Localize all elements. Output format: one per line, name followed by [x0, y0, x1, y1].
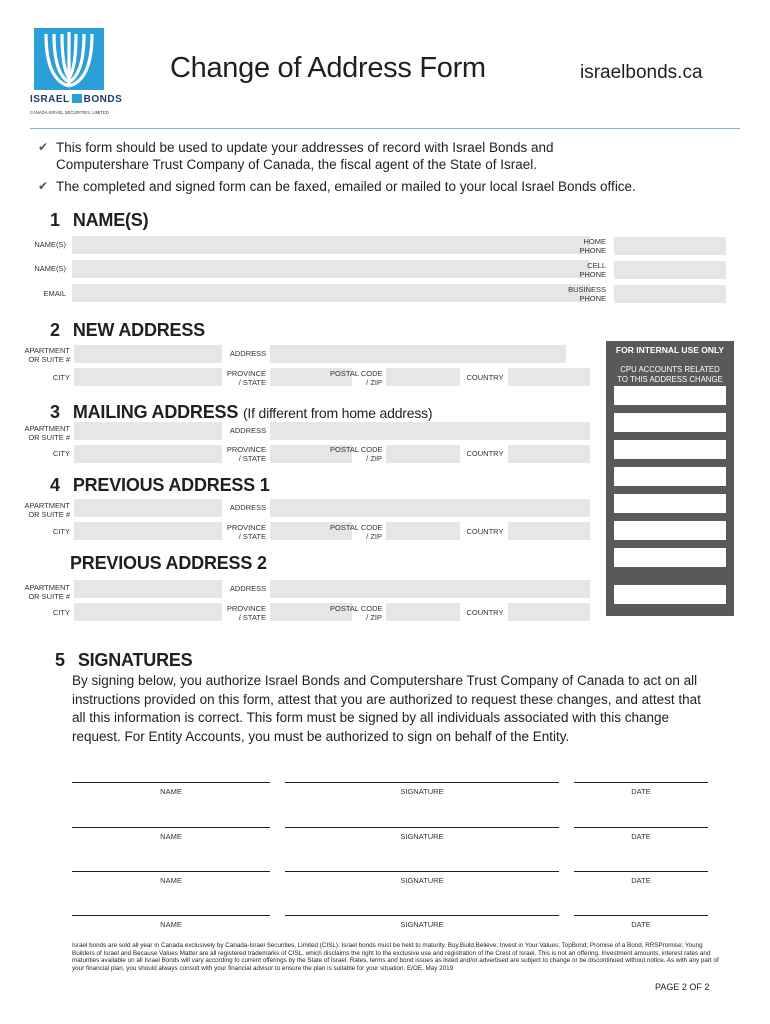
name-line[interactable] [72, 782, 270, 783]
prev2-country-field[interactable] [508, 603, 590, 621]
prev1-country-field[interactable] [508, 522, 590, 540]
province-label: PROVINCE / STATE [226, 445, 266, 463]
prev2-address-field[interactable] [270, 580, 590, 598]
apartment-label: APARTMENT OR SUITE # [24, 346, 70, 364]
mailing-postal-code-field[interactable] [386, 445, 460, 463]
cpu-account-field[interactable] [614, 440, 726, 459]
mailing-country-field[interactable] [508, 445, 590, 463]
section-mailing-address-heading: 3 MAILING ADDRESS (If different from home address) [50, 402, 433, 422]
apartment-label: APARTMENT OR SUITE # [24, 501, 70, 519]
mailing-city-field[interactable] [74, 445, 222, 463]
intro-line-1b: Computershare Trust Company of Canada, the fiscal agent of the State of Israel. [56, 157, 538, 172]
checkmark-icon: ✔ [38, 140, 49, 154]
new-apartment-field[interactable] [74, 345, 222, 363]
date-line[interactable] [574, 871, 708, 872]
city-label: CITY [52, 373, 70, 382]
date-line[interactable] [574, 782, 708, 783]
mailing-address-field[interactable] [270, 422, 590, 440]
home-phone-field[interactable] [614, 237, 726, 255]
apartment-label: APARTMENT OR SUITE # [24, 583, 70, 601]
signature-line[interactable] [285, 915, 559, 916]
signature-label: SIGNATURE [400, 876, 444, 885]
date-label: DATE [631, 832, 651, 841]
date-label: DATE [631, 787, 651, 796]
intro-line-2: The completed and signed form can be faxed, emailed or mailed to your local Israel Bonds office. [56, 179, 636, 194]
cpu-account-field[interactable] [614, 467, 726, 486]
checkmark-icon: ✔ [38, 179, 49, 193]
name2-field[interactable] [72, 260, 590, 278]
province-label: PROVINCE / STATE [226, 369, 266, 387]
signature-line[interactable] [285, 827, 559, 828]
section-previous-address-1-heading: 4 PREVIOUS ADDRESS 1 [50, 475, 270, 495]
menorah-icon [34, 28, 104, 90]
name-label: NAME [160, 787, 182, 796]
name1-field[interactable] [72, 236, 590, 254]
prev1-postal-code-field[interactable] [386, 522, 460, 540]
internal-use-subheading: CPU ACCOUNTS RELATED TO THIS ADDRESS CHANGE [617, 365, 723, 384]
section-new-address-heading: 2 NEW ADDRESS [50, 320, 205, 340]
prev1-address-field[interactable] [270, 499, 590, 517]
name1-label: NAME(S) [34, 240, 66, 249]
new-city-field[interactable] [74, 368, 222, 386]
cell-phone-label: CELL PHONE [579, 261, 606, 279]
cpu-account-field[interactable] [614, 548, 726, 567]
date-line[interactable] [574, 915, 708, 916]
website-link[interactable]: israelbonds.ca [580, 62, 703, 83]
postal-code-label: POSTAL CODE / ZIP [330, 369, 383, 387]
name-label: NAME [160, 832, 182, 841]
logo-wordmark: ISRAEL BONDS [30, 94, 123, 105]
section-signatures-heading: 5 SIGNATURES [55, 650, 193, 670]
signature-label: SIGNATURE [400, 920, 444, 929]
page-number: PAGE 2 OF 2 [655, 982, 710, 992]
cpu-account-field[interactable] [614, 521, 726, 540]
country-label: COUNTRY [466, 373, 504, 382]
name-line[interactable] [72, 915, 270, 916]
signature-label: SIGNATURE [400, 787, 444, 796]
postal-code-label: POSTAL CODE / ZIP [330, 523, 383, 541]
new-country-field[interactable] [508, 368, 590, 386]
cpu-account-field[interactable] [614, 585, 726, 604]
prev2-postal-code-field[interactable] [386, 603, 460, 621]
cell-phone-field[interactable] [614, 261, 726, 279]
address-label: ADDRESS [229, 503, 267, 512]
prev2-apartment-field[interactable] [74, 580, 222, 598]
israel-bonds-logo [30, 28, 123, 120]
signature-line[interactable] [285, 871, 559, 872]
address-label: ADDRESS [229, 349, 267, 358]
province-label: PROVINCE / STATE [226, 523, 266, 541]
logo-subtitle: CANADA-ISRAEL SECURITIES, LIMITED [30, 110, 109, 115]
prev2-city-field[interactable] [74, 603, 222, 621]
name-line[interactable] [72, 827, 270, 828]
legal-disclaimer: Israel bonds are sold all year in Canada exclusively by Canada-Israel Securities, Limited (CISL). Israel bonds must be held to maturity. Buy.Build.Believe; Invest in Your Values; TopBond; Promise of a Bond, RRSPromise; Young Builders of Israel and Because Values Matter are all registered trademarks of CISL, which disclaims the right to the exclusive use and registration of the Crest of Israel. This is not an offering. Investment amounts, interest rates and maturities available on all Israel Bonds will vary according to current offerings by the State of Israel. Rates, terms and bond issues as listed and/or advertised are subject to change or be discontinued without notice. As with any part of your financial plan, you should always consult with your financial advisor to ensure the plan is suitable for your situation. E/OE. May 2019 [72, 942, 719, 972]
city-label: CITY [52, 449, 70, 458]
email-label: EMAIL [43, 289, 66, 298]
address-label: ADDRESS [229, 584, 267, 593]
signature-authorization-text: By signing below, you authorize Israel Bonds and Computershare Trust Company of Canada to act on all instructions provided on this form, attest that you are authorized to request these changes, and attest that all this information is correct. This form must be signed by all individuals associated with this change request. For Entity Accounts, you must be authorized to sign on behalf of the Entity. [72, 673, 701, 744]
address-label: ADDRESS [229, 426, 267, 435]
postal-code-label: POSTAL CODE / ZIP [330, 604, 383, 622]
signature-label: SIGNATURE [400, 832, 444, 841]
cpu-account-field[interactable] [614, 494, 726, 513]
internal-use-heading: FOR INTERNAL USE ONLY [615, 345, 725, 355]
country-label: COUNTRY [466, 608, 504, 617]
city-label: CITY [52, 527, 70, 536]
section-previous-address-2-heading: PREVIOUS ADDRESS 2 [70, 553, 267, 573]
name-line[interactable] [72, 871, 270, 872]
name-label: NAME [160, 920, 182, 929]
header-divider [30, 128, 740, 129]
new-address-field[interactable] [270, 345, 566, 363]
province-label: PROVINCE / STATE [226, 604, 266, 622]
country-label: COUNTRY [466, 527, 504, 536]
prev1-city-field[interactable] [74, 522, 222, 540]
section-names-heading: 1 NAME(S) [50, 210, 149, 230]
cpu-account-field[interactable] [614, 413, 726, 432]
form-title: Change of Address Form [170, 52, 486, 84]
business-phone-label: BUSINESS PHONE [568, 285, 606, 303]
new-postal-code-field[interactable] [386, 368, 460, 386]
apartment-label: APARTMENT OR SUITE # [24, 424, 70, 442]
prev1-apartment-field[interactable] [74, 499, 222, 517]
name2-label: NAME(S) [34, 264, 66, 273]
home-phone-label: HOME PHONE [579, 237, 606, 255]
city-label: CITY [52, 608, 70, 617]
date-line[interactable] [574, 827, 708, 828]
name-label: NAME [160, 876, 182, 885]
date-label: DATE [631, 920, 651, 929]
email-field[interactable] [72, 284, 590, 302]
business-phone-field[interactable] [614, 285, 726, 303]
signature-line[interactable] [285, 782, 559, 783]
postal-code-label: POSTAL CODE / ZIP [330, 445, 383, 463]
country-label: COUNTRY [466, 449, 504, 458]
cpu-account-field[interactable] [614, 386, 726, 405]
intro-line-1: This form should be used to update your addresses of record with Israel Bonds and [56, 140, 554, 155]
mailing-apartment-field[interactable] [74, 422, 222, 440]
date-label: DATE [631, 876, 651, 885]
